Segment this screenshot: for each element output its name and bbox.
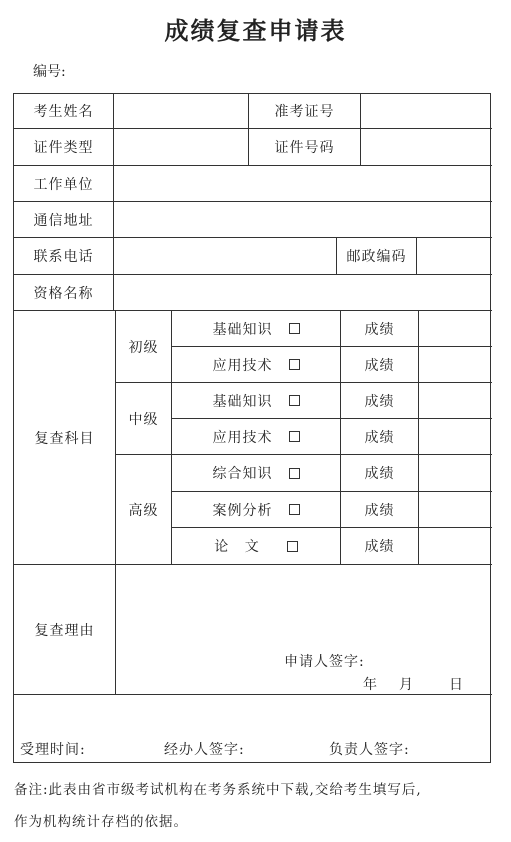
application-form-table (13, 93, 491, 763)
label-review-subjects: 复查科目 (34, 430, 95, 447)
label-qualification: 资格名称 (33, 285, 94, 302)
level-junior: 初级 (128, 339, 159, 356)
checkbox[interactable] (289, 323, 300, 334)
subject-junior-basic[interactable] (172, 311, 340, 346)
label-address: 通信地址 (33, 212, 94, 229)
subject-label: 案例分析 (212, 502, 273, 519)
level-senior: 高级 (128, 502, 159, 519)
label-candidate-name: 考生姓名 (33, 104, 94, 120)
score-field[interactable] (419, 492, 491, 527)
score-field[interactable] (419, 383, 491, 418)
subject-label: 应用技术 (212, 429, 273, 446)
address-field[interactable] (114, 202, 491, 237)
date-year-label: 年 (363, 677, 378, 693)
subject-label: 基础知识 (212, 321, 273, 338)
label-id-type: 证件类型 (33, 140, 94, 156)
score-field[interactable] (419, 528, 491, 564)
score-field[interactable] (419, 347, 491, 382)
serial-number-label: 编号: (33, 64, 66, 80)
subject-senior-case[interactable] (172, 492, 340, 527)
subject-senior-comprehensive[interactable] (172, 455, 340, 491)
score-label: 成绩 (364, 321, 395, 338)
responsible-signature-label: 负责人签字: (329, 742, 410, 758)
label-review-reason: 复查理由 (34, 622, 95, 639)
label-admission-ticket: 准考证号 (274, 104, 335, 120)
score-label: 成绩 (364, 393, 395, 410)
checkbox[interactable] (289, 431, 300, 442)
score-label: 成绩 (364, 429, 395, 446)
accept-time-label: 受理时间: (20, 742, 86, 758)
level-intermediate: 中级 (128, 411, 159, 428)
checkbox[interactable] (289, 359, 300, 370)
score-label: 成绩 (364, 357, 395, 374)
applicant-signature-label: 申请人签字: (284, 654, 365, 670)
score-label: 成绩 (364, 502, 395, 519)
score-label: 成绩 (364, 466, 395, 482)
row-divider (14, 694, 492, 695)
review-reason-field[interactable] (116, 565, 491, 694)
id-type-field[interactable] (114, 129, 248, 165)
phone-field[interactable] (114, 238, 336, 274)
form-title: 成绩复查申请表 (164, 16, 347, 45)
subject-junior-applied[interactable] (172, 347, 340, 382)
employer-field[interactable] (114, 166, 491, 201)
id-number-field[interactable] (361, 129, 491, 165)
label-id-number: 证件号码 (274, 140, 335, 156)
subject-label: 综合知识 (212, 466, 273, 482)
date-day-label: 日 (449, 677, 464, 693)
date-month-label: 月 (399, 677, 414, 693)
label-employer: 工作单位 (33, 176, 94, 193)
checkbox[interactable] (289, 504, 300, 515)
subject-label: 基础知识 (212, 393, 273, 410)
label-phone: 联系电话 (33, 249, 94, 265)
checkbox[interactable] (289, 395, 300, 406)
score-label: 成绩 (364, 539, 395, 555)
subject-label: 论 文 (214, 539, 265, 555)
subject-label: 应用技术 (212, 357, 273, 374)
subject-intermediate-applied[interactable] (172, 419, 340, 454)
subject-intermediate-basic[interactable] (172, 383, 340, 418)
score-field[interactable] (419, 311, 491, 346)
note-line-2: 作为机构统计存档的依据。 (14, 814, 188, 830)
checkbox[interactable] (289, 468, 300, 479)
qualification-field[interactable] (114, 275, 491, 310)
candidate-name-field[interactable] (114, 94, 248, 128)
note-line-1: 备注:此表由省市级考试机构在考务系统中下载,交给考生填写后, (14, 782, 422, 798)
postcode-field[interactable] (417, 238, 491, 274)
label-postcode: 邮政编码 (346, 249, 407, 265)
subject-senior-thesis[interactable] (172, 528, 340, 564)
checkbox[interactable] (287, 541, 298, 552)
admission-ticket-field[interactable] (361, 94, 491, 128)
score-field[interactable] (419, 455, 491, 491)
handler-signature-label: 经办人签字: (164, 742, 245, 758)
score-field[interactable] (419, 419, 491, 454)
